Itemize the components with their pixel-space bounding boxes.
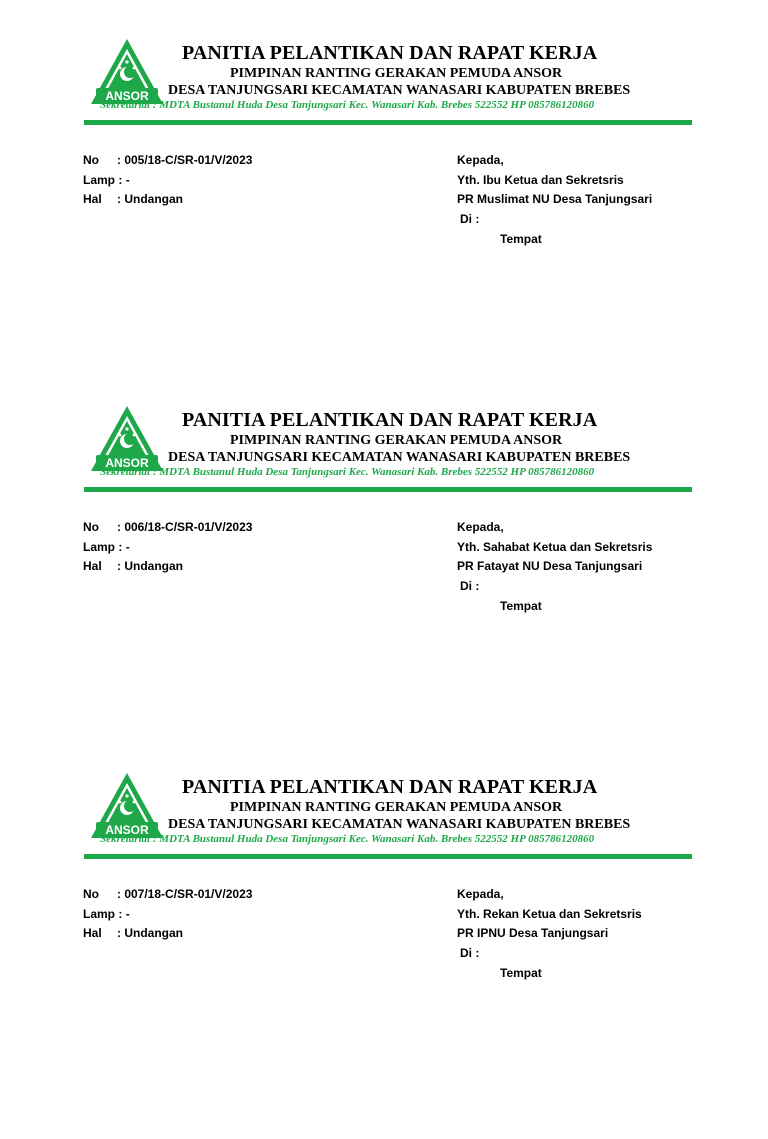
letter-subject: Hal : Undangan <box>83 926 183 940</box>
header-divider <box>84 120 692 125</box>
secretariat-address: Sekretariat : MDTA Bustanul Huda Desa Tanjungsari Kec. Wanasari Kab. Brebes 522552 HP 085786120860 <box>100 833 595 845</box>
recipient-location-label: Di : <box>460 212 480 226</box>
secretariat-address: Sekretariat : MDTA Bustanul Huda Desa Tanjungsari Kec. Wanasari Kab. Brebes 522552 HP 085786120860 <box>100 466 595 478</box>
recipient-greeting: Kepada, <box>457 520 504 534</box>
recipient-location-label: Di : <box>460 946 480 960</box>
ansor-logo-icon <box>90 38 164 106</box>
invitation-letter <box>0 772 768 1139</box>
organization-name: PIMPINAN RANTING GERAKAN PEMUDA ANSOR <box>230 66 563 81</box>
committee-title: PANITIA PELANTIKAN DAN RAPAT KERJA <box>182 409 598 431</box>
header-divider <box>84 487 692 492</box>
recipient-greeting: Kepada, <box>457 153 504 167</box>
letter-attachment: Lamp : - <box>83 540 130 554</box>
village-district: DESA TANJUNGSARI KECAMATAN WANASARI KABUPATEN BREBES <box>168 83 631 98</box>
recipient-organization: PR Fatayat NU Desa Tanjungsari <box>457 559 643 573</box>
village-district: DESA TANJUNGSARI KECAMATAN WANASARI KABUPATEN BREBES <box>168 450 631 465</box>
secretariat-address: Sekretariat : MDTA Bustanul Huda Desa Tanjungsari Kec. Wanasari Kab. Brebes 522552 HP 085786120860 <box>100 99 595 111</box>
svg-text:ANSOR: ANSOR <box>105 89 149 103</box>
ansor-logo-icon <box>90 772 164 840</box>
organization-name: PIMPINAN RANTING GERAKAN PEMUDA ANSOR <box>230 800 563 815</box>
recipient-location-label: Di : <box>460 579 480 593</box>
letter-subject: Hal : Undangan <box>83 559 183 573</box>
recipient-organization: PR IPNU Desa Tanjungsari <box>457 926 609 940</box>
recipient-title: Yth. Sahabat Ketua dan Sekretsris <box>457 540 653 554</box>
letter-number: No : 007/18-C/SR-01/V/2023 <box>83 887 253 901</box>
invitation-letter <box>0 405 768 772</box>
svg-text:ANSOR: ANSOR <box>105 823 149 837</box>
recipient-place: Tempat <box>500 232 542 246</box>
header-divider <box>84 854 692 859</box>
ansor-logo-icon <box>90 405 164 473</box>
letter-attachment: Lamp : - <box>83 907 130 921</box>
recipient-place: Tempat <box>500 966 542 980</box>
organization-name: PIMPINAN RANTING GERAKAN PEMUDA ANSOR <box>230 433 563 448</box>
invitation-letter <box>0 38 768 405</box>
svg-text:ANSOR: ANSOR <box>105 456 149 470</box>
recipient-title: Yth. Rekan Ketua dan Sekretsris <box>457 907 642 921</box>
letter-number: No : 006/18-C/SR-01/V/2023 <box>83 520 253 534</box>
recipient-title: Yth. Ibu Ketua dan Sekretsris <box>457 173 624 187</box>
recipient-place: Tempat <box>500 599 542 613</box>
recipient-organization: PR Muslimat NU Desa Tanjungsari <box>457 192 653 206</box>
letter-number: No : 005/18-C/SR-01/V/2023 <box>83 153 253 167</box>
village-district: DESA TANJUNGSARI KECAMATAN WANASARI KABUPATEN BREBES <box>168 817 631 832</box>
recipient-greeting: Kepada, <box>457 887 504 901</box>
letter-subject: Hal : Undangan <box>83 192 183 206</box>
committee-title: PANITIA PELANTIKAN DAN RAPAT KERJA <box>182 42 598 64</box>
letter-attachment: Lamp : - <box>83 173 130 187</box>
committee-title: PANITIA PELANTIKAN DAN RAPAT KERJA <box>182 776 598 798</box>
